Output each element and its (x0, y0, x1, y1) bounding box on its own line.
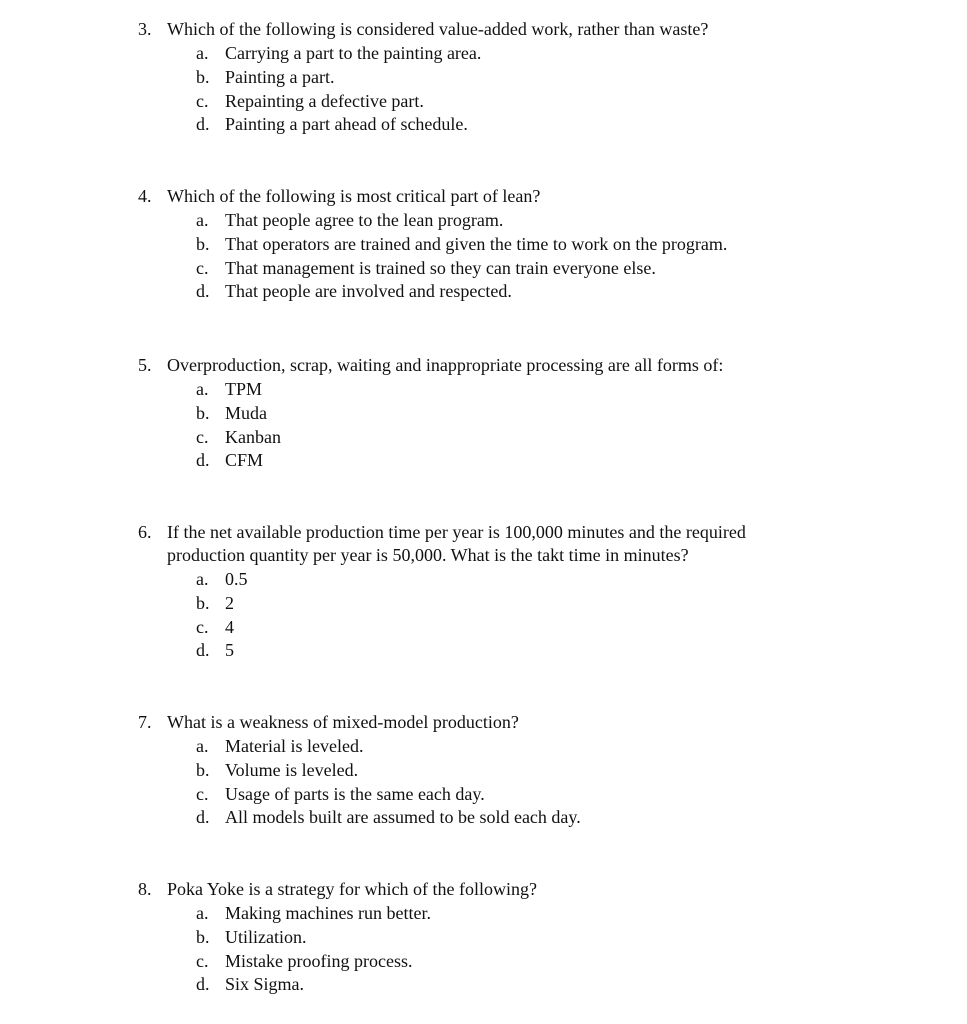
question-5 (138, 354, 938, 473)
answer-option-a (196, 902, 938, 926)
question-stem (138, 711, 938, 734)
option-text: Kanban (225, 426, 281, 447)
option-text: Making machines run better. (225, 903, 431, 923)
question-6 (138, 521, 938, 663)
option-text: TPM (225, 379, 263, 399)
answer-option-a (196, 378, 938, 402)
option-letter: c. (196, 950, 209, 971)
option-letter: a. (196, 210, 209, 230)
answer-option-b (196, 926, 938, 950)
option-letter: b. (196, 233, 210, 254)
question-number: 7. (138, 712, 152, 732)
question-text: Poka Yoke is a strategy for which of the following? (167, 879, 537, 899)
answer-options (196, 902, 938, 997)
answer-option-d (196, 280, 938, 304)
option-text: 5 (225, 640, 234, 661)
option-text: Utilization. (225, 926, 307, 947)
question-4 (138, 185, 938, 304)
answer-option-d (196, 806, 938, 830)
option-letter: a. (196, 903, 209, 923)
question-7 (138, 711, 938, 830)
option-letter: b. (196, 759, 210, 780)
answer-option-b (196, 759, 938, 783)
option-text: All models built are assumed to be sold each day. (225, 807, 581, 828)
option-letter: b. (196, 66, 210, 87)
answer-option-a (196, 568, 938, 592)
option-letter: b. (196, 926, 210, 947)
option-text: Material is leveled. (225, 736, 364, 756)
option-text: Repainting a defective part. (225, 90, 424, 111)
answer-options (196, 568, 938, 663)
option-letter: b. (196, 402, 210, 423)
answer-option-b (196, 233, 938, 257)
question-stem (138, 878, 938, 901)
question-stem (138, 354, 938, 377)
answer-option-c (196, 90, 938, 114)
option-text: 4 (225, 616, 234, 637)
answer-option-c (196, 616, 938, 640)
question-text: Overproduction, scrap, waiting and inappropriate processing are all forms of: (167, 355, 724, 375)
option-text: Mistake proofing process. (225, 950, 413, 971)
answer-options (196, 735, 938, 830)
answer-options (196, 209, 938, 304)
option-letter: a. (196, 569, 209, 589)
answer-option-a (196, 42, 938, 66)
option-letter: c. (196, 426, 209, 447)
option-text: Carrying a part to the painting area. (225, 43, 482, 63)
answer-option-d (196, 639, 938, 663)
answer-option-a (196, 735, 938, 759)
option-text: That management is trained so they can train everyone else. (225, 257, 656, 278)
option-letter: a. (196, 43, 209, 63)
question-number: 4. (138, 186, 152, 206)
answer-option-c (196, 426, 938, 450)
option-text: Six Sigma. (225, 974, 305, 995)
option-letter: c. (196, 257, 209, 278)
question-stem-line-2 (138, 544, 938, 567)
option-text: 0.5 (225, 569, 248, 589)
option-letter: a. (196, 736, 209, 756)
option-text: Muda (225, 402, 267, 423)
option-letter: d. (196, 450, 210, 471)
option-text: That people are involved and respected. (225, 281, 512, 302)
answer-option-a (196, 209, 938, 233)
answer-option-b (196, 402, 938, 426)
option-letter: d. (196, 974, 210, 995)
option-text: CFM (225, 450, 264, 471)
option-text: That people agree to the lean program. (225, 210, 504, 230)
question-stem (138, 18, 938, 41)
option-letter: d. (196, 281, 210, 302)
answer-option-c (196, 950, 938, 974)
question-number: 6. (138, 522, 152, 542)
question-number: 8. (138, 879, 152, 899)
option-text: Volume is leveled. (225, 759, 359, 780)
option-letter: d. (196, 807, 210, 828)
question-text-line-1: If the net available production time per year is 100,000 minutes and the required (167, 522, 746, 542)
question-stem-line-1 (138, 521, 938, 544)
answer-option-b (196, 66, 938, 90)
question-8 (138, 878, 938, 997)
option-text: Usage of parts is the same each day. (225, 783, 485, 804)
question-number: 3. (138, 19, 152, 39)
option-text: Painting a part. (225, 66, 335, 87)
answer-option-c (196, 257, 938, 281)
question-text-line-2: production quantity per year is 50,000. What is the takt time in minutes? (167, 545, 689, 565)
option-letter: d. (196, 114, 210, 135)
option-letter: a. (196, 379, 209, 399)
option-letter: c. (196, 616, 209, 637)
option-text: Painting a part ahead of schedule. (225, 114, 468, 135)
question-text: Which of the following is considered value-added work, rather than waste? (167, 19, 709, 39)
option-letter: d. (196, 640, 210, 661)
answer-option-c (196, 783, 938, 807)
answer-options (196, 42, 938, 137)
answer-option-d (196, 113, 938, 137)
question-text: Which of the following is most critical part of lean? (167, 186, 541, 206)
answer-options (196, 378, 938, 473)
option-letter: c. (196, 90, 209, 111)
answer-option-d (196, 449, 938, 473)
question-text: What is a weakness of mixed-model production? (167, 712, 519, 732)
option-letter: c. (196, 783, 209, 804)
option-letter: b. (196, 592, 210, 613)
answer-option-d (196, 973, 938, 997)
option-text: That operators are trained and given the time to work on the program. (225, 233, 728, 254)
question-3 (138, 18, 938, 137)
option-text: 2 (225, 592, 234, 613)
answer-option-b (196, 592, 938, 616)
question-stem (138, 185, 938, 208)
question-number: 5. (138, 355, 152, 375)
